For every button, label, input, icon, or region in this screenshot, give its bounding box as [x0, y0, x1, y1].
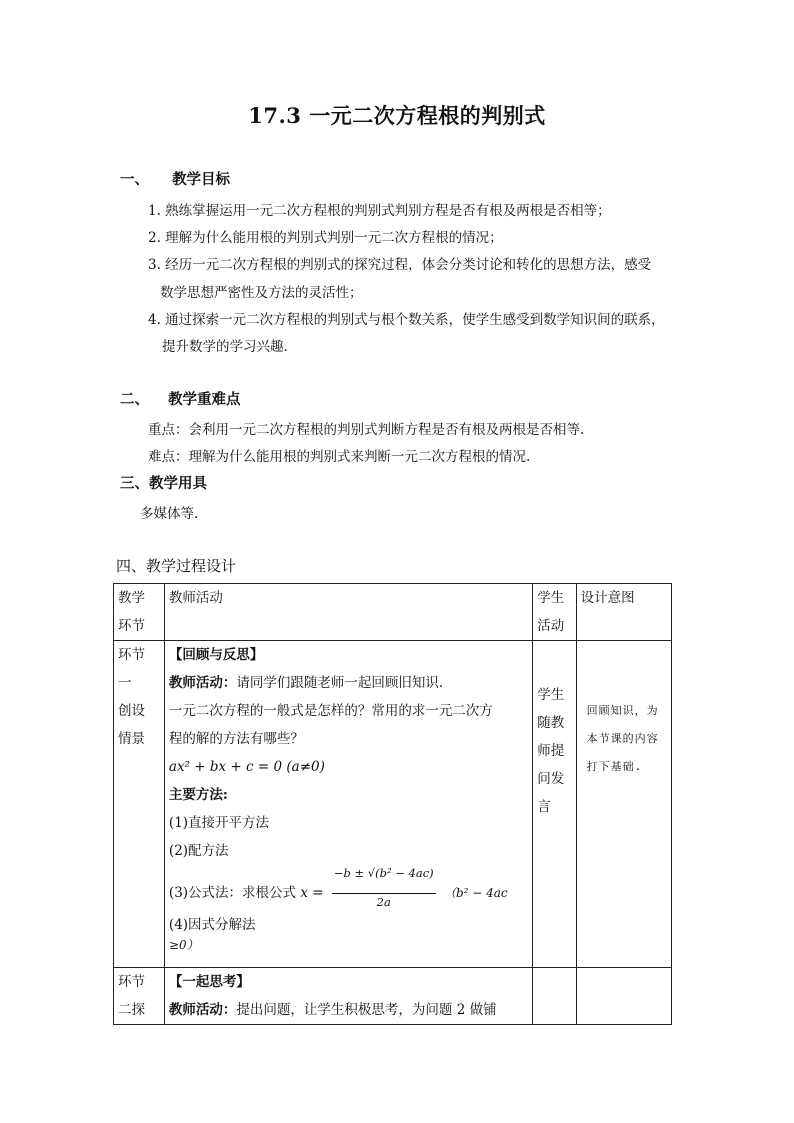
section-3-heading: 三、教学用具	[120, 475, 207, 492]
teacher-text: 提出问题，让学生积极思考，为问题 2 做铺	[236, 1002, 497, 1018]
student-line: 学生	[537, 687, 565, 703]
row1-stage	[114, 641, 165, 968]
row1-stage-line: 环节	[118, 647, 145, 663]
general-equation: ax² + bx + c = 0 (a≠0)	[168, 759, 325, 775]
table-row	[114, 641, 672, 968]
intent-line: 回顾知识，为	[586, 704, 659, 717]
goal-4: 4. 通过探索一元二次方程根的判别式与根个数关系，使学生感受到数学知识间的联系，	[148, 312, 665, 328]
section-2-heading	[120, 388, 241, 409]
row1-stage-line: 创设	[118, 703, 145, 719]
page-title: 17.3 一元二次方程根的判别式	[248, 103, 546, 128]
section-4-heading: 四、教学过程设计	[116, 557, 237, 575]
row1-teacher-activity	[164, 641, 532, 968]
teaching-tools: 多媒体等.	[140, 506, 199, 522]
method-1: (1)直接开平方法	[168, 815, 270, 831]
formula-condition: （b² − 4ac ≥0）	[168, 886, 508, 952]
row2-student-activity	[533, 968, 576, 1025]
section-1-number: 一、	[120, 171, 149, 188]
table-header-row	[114, 584, 672, 641]
formula-denominator: 2a	[376, 895, 391, 909]
table-row	[114, 968, 672, 1025]
question-line-2: 程的解的方法有哪些？	[168, 731, 304, 747]
teacher-text: 请同学们跟随老师一起回顾旧知识.	[236, 675, 444, 691]
row2-stage	[114, 968, 165, 1025]
header-student-line1: 学生	[537, 590, 565, 606]
method-3-label: (3)公式法：求根公式	[168, 885, 297, 901]
header-stage-line2: 环节	[118, 618, 145, 634]
section-1-heading	[120, 168, 230, 189]
quadratic-formula	[332, 865, 436, 922]
row2-stage-line: 二探	[118, 1002, 145, 1018]
difficult-point: 难点：理解为什么能用根的判别式来判断一元二次方程根的情况.	[148, 449, 531, 465]
row1-stage-line: 一	[118, 675, 132, 691]
header-stage-line1: 教学	[118, 590, 145, 606]
row2-heading: 【一起思考】	[168, 974, 250, 990]
row2-teacher-line	[169, 996, 528, 1024]
teaching-process-table	[113, 583, 672, 1025]
row1-stage-line: 情景	[118, 731, 145, 747]
goal-3: 3. 经历一元二次方程根的判别式的探究过程，体会分类讨论和转化的思想方法，感受	[148, 257, 652, 273]
question-line-1: 一元二次方程的一般式是怎样的？常用的求一元二次方	[168, 703, 493, 719]
teacher-label: 教师活动：	[168, 1002, 237, 1018]
student-line: 师提	[537, 743, 565, 759]
row2-stage-line: 环节	[118, 974, 145, 990]
row1-student-activity	[533, 641, 576, 968]
section-2-number: 二、	[120, 391, 149, 408]
header-student	[533, 584, 576, 641]
key-point: 重点：会利用一元二次方程根的判别式判断方程是否有根及两根是否相等.	[148, 422, 585, 438]
header-intent: 设计意图	[576, 584, 671, 641]
header-stage	[114, 584, 165, 641]
goal-2: 2. 理解为什么能用根的判别式判别一元二次方程根的情况；	[148, 230, 503, 246]
section-2-title: 教学重难点	[168, 391, 241, 408]
intent-line: 打下基础.	[586, 760, 643, 773]
row2-design-intent	[576, 968, 671, 1025]
formula-numerator: −b ± √(b² − 4ac)	[332, 865, 436, 894]
row1-design-intent	[576, 641, 671, 968]
method-2: (2)配方法	[168, 843, 229, 859]
header-teacher: 教师活动	[164, 584, 532, 641]
header-student-line2: 活动	[537, 618, 565, 634]
formula-lhs: x =	[300, 885, 324, 901]
intent-line: 本节课的内容	[586, 732, 659, 745]
goal-1: 1. 熟练掌握运用一元二次方程根的判别式判别方程是否有根及两根是否相等；	[148, 203, 611, 219]
goal-3-cont: 数学思想严密性及方法的灵活性；	[160, 285, 363, 301]
method-4: (4)因式分解法	[168, 917, 256, 933]
goal-4-cont: 提升数学的学习兴趣.	[162, 339, 288, 355]
methods-label: 主要方法:	[168, 787, 228, 803]
student-line: 问发	[537, 771, 565, 787]
teacher-label: 教师活动：	[168, 675, 237, 691]
student-line: 随教	[537, 715, 565, 731]
section-1-title: 教学目标	[172, 171, 231, 188]
row1-teacher-line	[169, 669, 528, 697]
row1-heading: 【回顾与反思】	[168, 647, 264, 663]
student-line: 言	[537, 799, 551, 815]
row2-teacher-activity	[164, 968, 532, 1025]
